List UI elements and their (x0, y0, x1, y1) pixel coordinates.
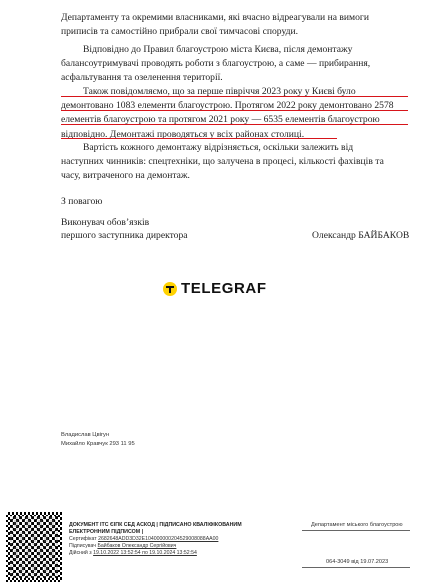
registration-number: 064-3049 від 19.07.2023 (326, 559, 389, 565)
contacts (61, 431, 135, 448)
paragraph-continuation (61, 11, 408, 39)
department-name: Департамент міського благоустрою (311, 522, 403, 528)
text-line: приписів та самостійно прибрали свої тимчасові споруди. (61, 26, 299, 38)
certificate-value: 2682648ADD3D32E104000000204529008088AA00 (98, 536, 219, 542)
text-line: часу, витраченого на демонтаж. (61, 170, 190, 182)
validity-value: 19.10.2022 13:52:54 по 19.10.2024 13:52:54 (93, 550, 197, 557)
qr-code-icon (6, 512, 62, 582)
highlight-underline (61, 110, 408, 111)
highlight-underline (61, 138, 337, 139)
text-line: наступних чинників: спецтехніки, що залучена в процесі, кількості фахівців та (61, 156, 384, 168)
telegraf-logo-icon (163, 282, 177, 296)
signer-label: Підписувач (69, 543, 96, 550)
signature-header: ДОКУМЕНТ ІТС ЄІПК СЕД АСКОД | ПІДПИСАНО КВАЛІФІКОВАНИМ (69, 522, 242, 528)
paragraph-rules (61, 43, 408, 86)
telegraf-logo (163, 280, 267, 297)
validity-line (69, 550, 254, 557)
signer-value: Байбаков Олександр Сергійович (97, 543, 177, 550)
text-line: балансоутримувачі проводять роботи з благоустрою, а саме — прибирання, (61, 58, 371, 70)
telegraf-logo-text: TELEGRAF (181, 280, 267, 297)
text-line: Також повідомляємо, що за перше півріччя 2023 року у Києві було (83, 86, 356, 97)
validity-label: Дійсний з (69, 550, 92, 557)
highlight-underline (61, 96, 408, 97)
divider (302, 530, 410, 531)
signer-position (61, 217, 188, 242)
signer-position-line: Виконувач обов’язків (61, 217, 150, 228)
signer-name: Олександр БАЙБАКОВ (312, 230, 410, 241)
text-line: відповідно. Демонтажі проводяться у всіх районах столиці. (61, 128, 305, 140)
text-line: елементів благоустрою та протягом 2021 року — 6535 елементів благоустрою (61, 114, 380, 126)
signer-position-line: першого заступника директора (61, 229, 188, 241)
signature-header: ЕЛЕКТРОННИМ ПІДПИСОМ | (69, 529, 144, 535)
text-line: Вартість кожного демонтажу відрізняється, оскільки залежить від (83, 142, 354, 153)
paragraph-statistics (61, 85, 408, 142)
divider (302, 567, 410, 568)
signature-info (69, 522, 254, 558)
contact-line: Михайло Кравчук 293 11 95 (61, 440, 135, 447)
text-line: демонтовано 1083 елементи благоустрою. Протягом 2022 року демонтовано 2578 (61, 100, 394, 112)
text-line: Департаменту та окремими власниками, які вчасно відреагували на вимоги (61, 12, 369, 23)
contact-line: Владислав Цвігун (61, 432, 110, 438)
closing-text: З повагою (61, 196, 103, 207)
highlight-underline (61, 124, 408, 125)
paragraph-cost (61, 141, 408, 184)
text-line: асфальтування та озеленення території. (61, 72, 223, 84)
certificate-label: Сертифікат (69, 536, 97, 542)
text-line: Відповідно до Правил благоустрою міста Києва, після демонтажу (83, 44, 353, 55)
